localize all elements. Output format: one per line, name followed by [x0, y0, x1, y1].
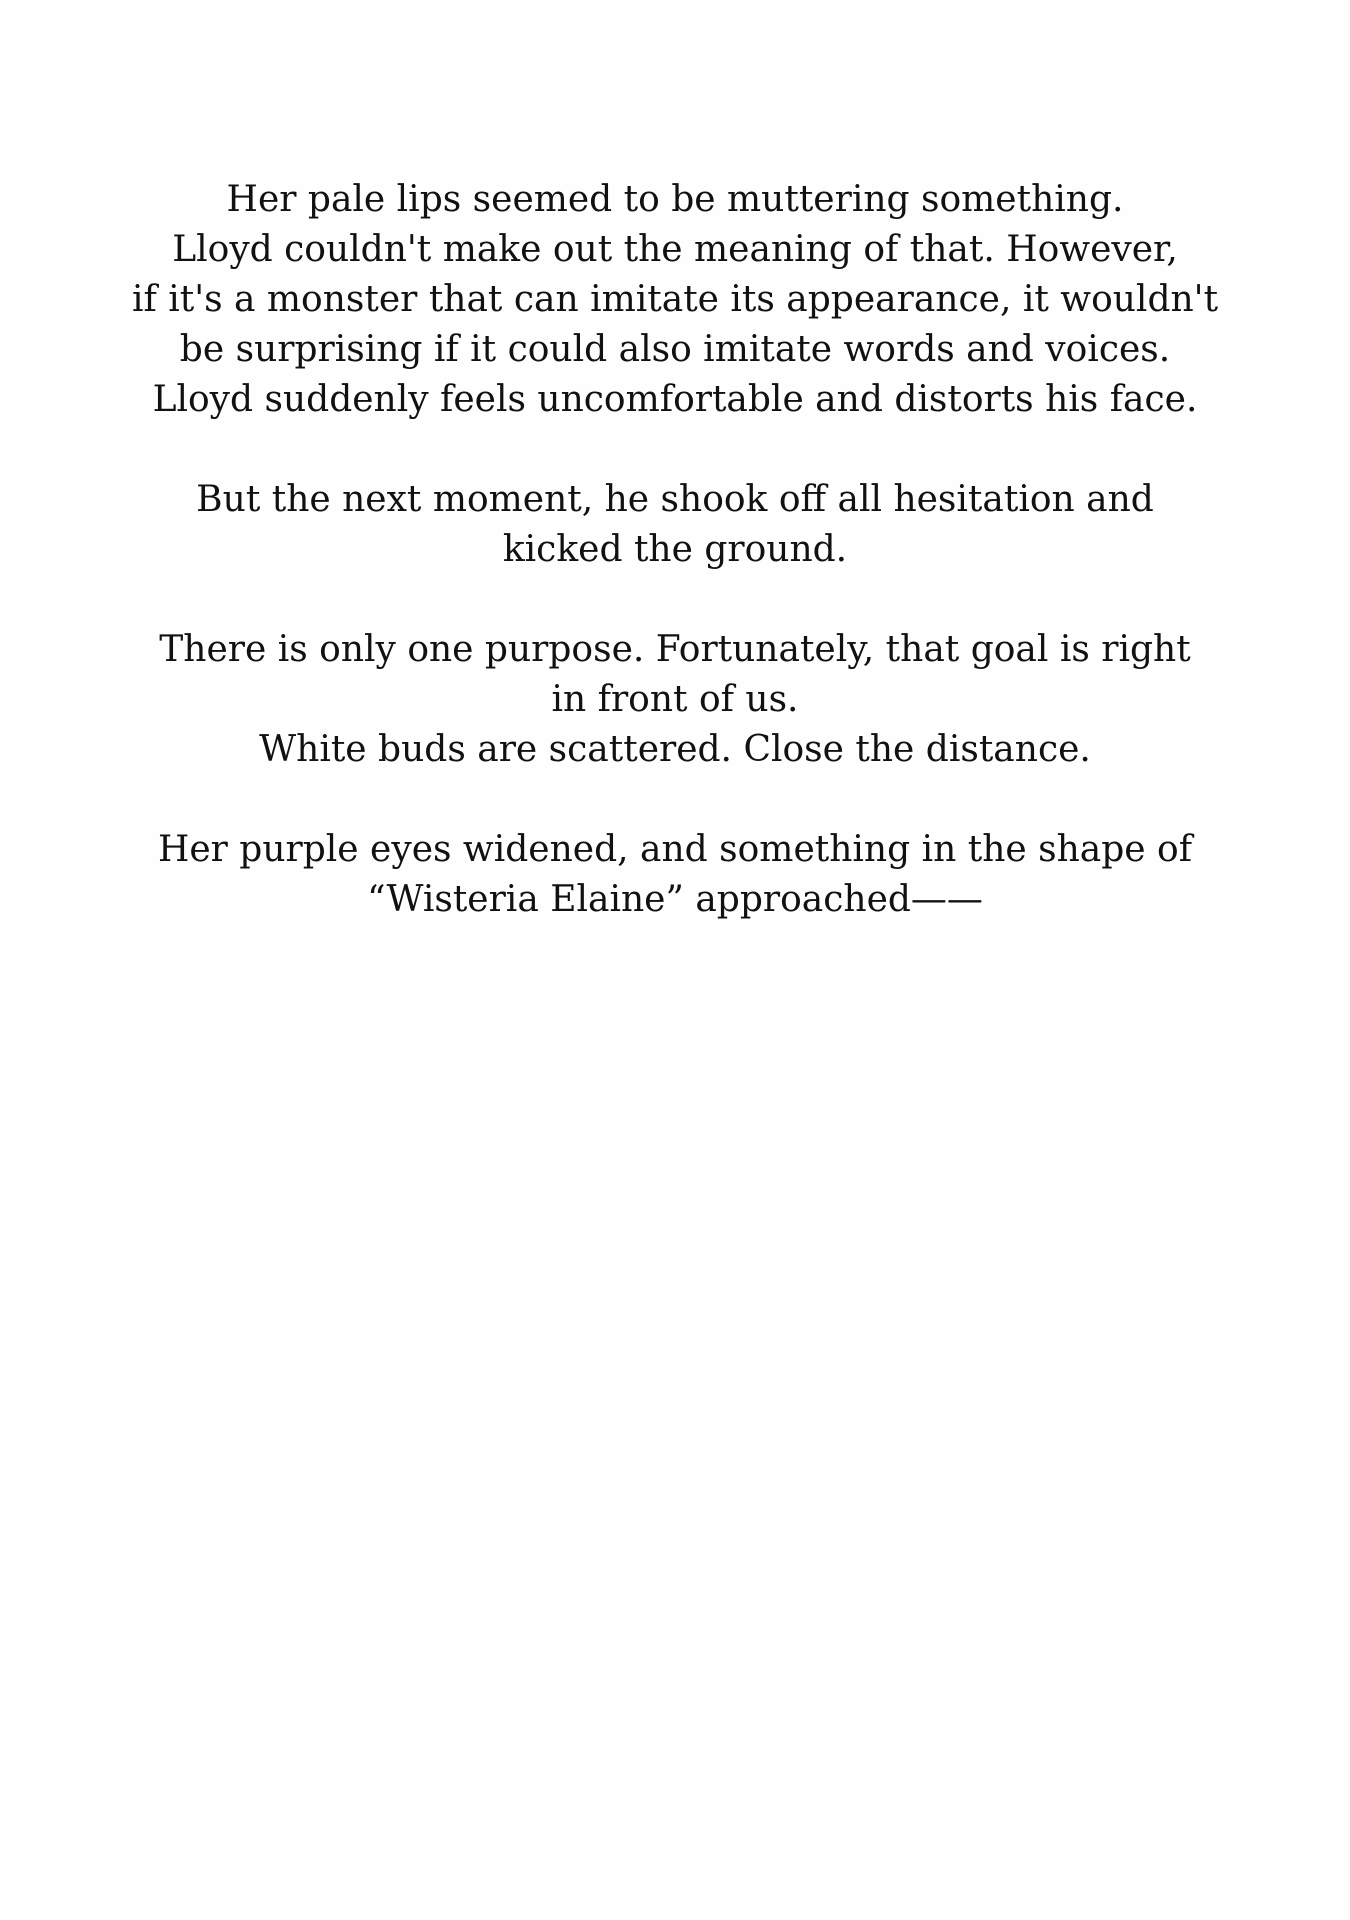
text-line: in front of us. [551, 679, 799, 720]
blank-line [100, 425, 1250, 475]
blank-line [100, 775, 1250, 825]
text-line: if it's a monster that can imitate its appearance, it wouldn't [131, 279, 1219, 320]
blank-line [100, 575, 1250, 625]
text-line: Lloyd couldn't make out the meaning of that. However, [172, 229, 1178, 270]
text-line: White buds are scattered. Close the distance. [259, 729, 1091, 770]
text-line: be surprising if it could also imitate words and voices. [179, 329, 1171, 370]
text-line: Her pale lips seemed to be muttering something. [226, 179, 1124, 220]
text-line: Her purple eyes widened, and something in the shape of [157, 829, 1193, 870]
text-line: There is only one purpose. Fortunately, that goal is right [159, 629, 1191, 670]
text-line: But the next moment, he shook off all hesitation and [196, 479, 1154, 520]
text-line: Lloyd suddenly feels uncomfortable and distorts his face. [152, 379, 1198, 420]
story-text [100, 175, 1250, 925]
text-line: kicked the ground. [502, 529, 848, 570]
text-line: “Wisteria Elaine” approached—— [367, 879, 983, 920]
